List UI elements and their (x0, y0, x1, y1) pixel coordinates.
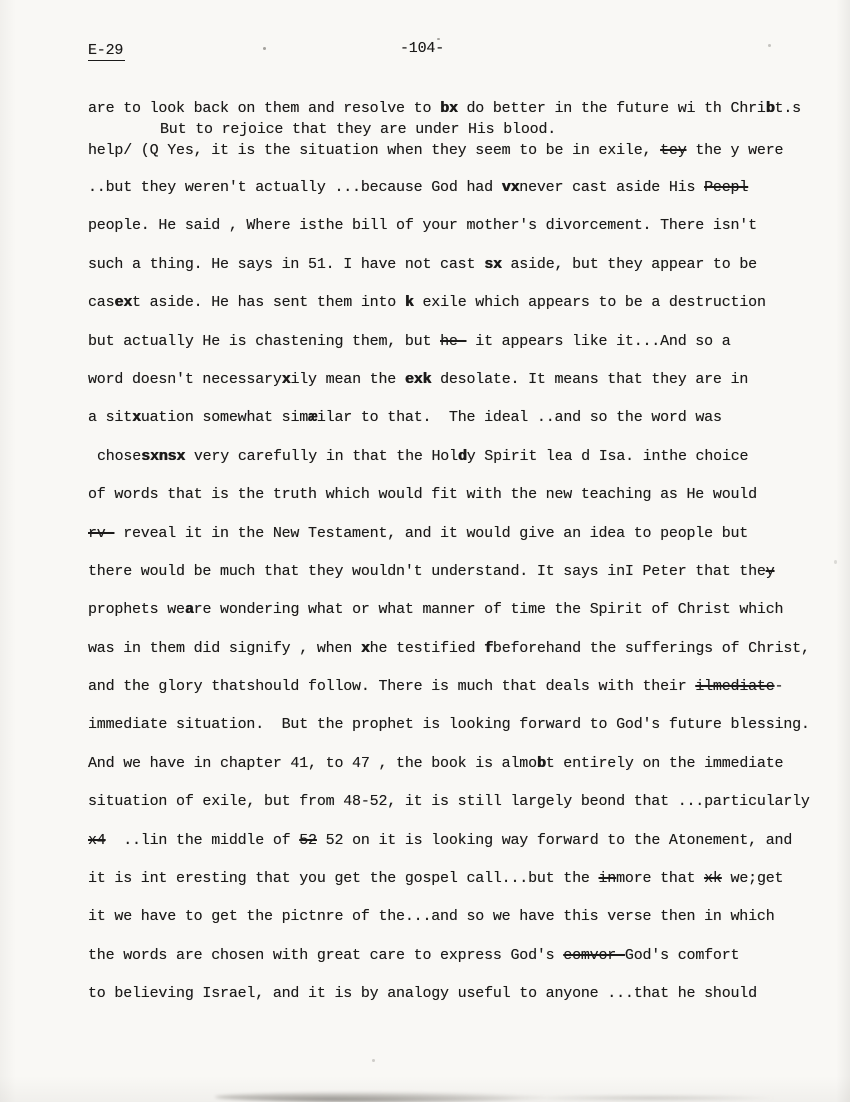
text-segment: But to rejoice that they are under His blood. (160, 121, 557, 138)
text-segment: beforehand the sufferings of Christ, (492, 639, 810, 657)
text-segment: chose (97, 447, 142, 465)
text-line (88, 525, 828, 563)
text-segment: never cast aside His (519, 179, 705, 196)
overtyped-text: ex (114, 294, 133, 312)
text-line (88, 100, 828, 121)
struck-text: x4 (88, 831, 106, 849)
text-segment: t.s (774, 100, 801, 117)
text-segment: desolate. It means that they are in (431, 370, 749, 388)
text-line (88, 793, 828, 831)
text-segment: And we have in chapter 41, to 47 , the book is almo (88, 754, 537, 772)
text-body (88, 100, 828, 1024)
text-line (88, 142, 828, 163)
text-segment: y Spirit lea d Isa. inthe choice (466, 447, 749, 465)
overtyped-text: x (281, 370, 291, 388)
text-segment: cas (88, 294, 115, 312)
text-segment: uation somewhat sim (140, 409, 309, 427)
text-segment: aside, but they appear to be (501, 255, 757, 273)
overtyped-text: d (457, 447, 467, 465)
struck-text: eomvor- (563, 946, 625, 964)
text-line (88, 755, 828, 793)
text-line (88, 217, 828, 255)
text-line (88, 294, 828, 332)
overtyped-text: a (184, 601, 194, 619)
text-line (88, 832, 828, 870)
scan-speck (372, 1059, 375, 1062)
struck-text: 52 (299, 831, 317, 849)
struck-text: in (598, 870, 617, 888)
text-line (88, 870, 828, 908)
text-line (88, 947, 828, 985)
overtyped-text: k (404, 294, 414, 312)
text-segment: and the glory thatshould follow. There is much that deals with their (88, 678, 696, 696)
text-segment: people. He said , Where isthe bill of your mother's divorcement. There isn't (88, 217, 757, 235)
text-line (88, 908, 828, 946)
text-segment: it is int eresting that you get the gospel call...but the (88, 870, 599, 888)
text-segment: the words are chosen with great care to express God's (88, 946, 564, 964)
text-segment: t entirely on the immediate (545, 754, 784, 772)
text-segment: situation of exile, but from 48-52, it is still largely beond that ...particularly (88, 793, 810, 811)
text-segment: a sit (88, 409, 133, 427)
text-segment: ..but they weren't actually ...because God had (88, 179, 502, 196)
overtyped-text: bx (440, 100, 458, 117)
overtyped-text: f (484, 639, 493, 657)
text-line (88, 985, 828, 1023)
text-line (88, 448, 828, 486)
text-segment: of words that is the truth which would fit with the new teaching as He would (88, 486, 757, 504)
overtyped-text: exk (404, 370, 432, 388)
page-header (88, 42, 810, 64)
text-segment: immediate situation. But the prophet is looking forward to God's future blessing. (88, 716, 810, 734)
text-segment: word doesn't necessary (88, 370, 282, 388)
scan-smudge (520, 1095, 780, 1101)
overtyped-text: x (360, 639, 370, 657)
text-segment: t aside. He has sent them into (132, 294, 405, 312)
text-segment: to believing Israel, and it is by analogy useful to anyone ...that he should (88, 985, 757, 1003)
text-segment: we;get (721, 870, 784, 888)
struck-text: he- (440, 332, 467, 350)
text-segment: it we have to get the pictnre of the...and so we have this verse then in which (88, 908, 775, 926)
text-segment: ily mean the (290, 370, 405, 388)
text-segment: it appears like it...And so a (466, 332, 731, 350)
text-line (88, 256, 828, 294)
text-line (88, 121, 828, 142)
text-segment: exile which appears to be a destruction (413, 294, 766, 312)
text-line (88, 179, 828, 217)
text-segment: ilar to that. The ideal ..and so the word was (316, 409, 722, 427)
struck-text: Peepl (704, 179, 749, 196)
document-code: E-29 (88, 42, 124, 59)
text-segment: reveal it in the New Testament, and it would give an idea to people but (114, 524, 749, 542)
text-line (88, 409, 828, 447)
struck-text: rv- (88, 524, 115, 542)
struck-text: xk (704, 870, 722, 888)
text-segment: do better in the future wi th Chri (457, 100, 766, 117)
overtyped-text: sxnsx (141, 447, 186, 465)
text-segment: there would be much that they wouldn't understand. It says inI Peter that the (88, 562, 766, 580)
text-segment: help/ (Q Yes, it is the situation when they seem to be in exile, (88, 142, 661, 159)
text-segment: re wondering what or what manner of time the Spirit of Christ which (193, 601, 784, 619)
overtyped-text: vx (501, 179, 520, 196)
page-number: -104- (400, 40, 445, 57)
text-segment: more that (616, 870, 705, 888)
text-segment: the y were (686, 142, 784, 159)
scan-speck (437, 38, 440, 40)
text-line (88, 333, 828, 371)
text-segment: he testified (369, 639, 485, 657)
overtyped-text: sx (484, 255, 502, 273)
text-segment: are to look back on them and resolve to (88, 100, 441, 117)
text-segment: - (774, 678, 784, 696)
struck-text: tey (660, 142, 687, 159)
text-line (88, 716, 828, 754)
overtyped-text: b (765, 100, 775, 117)
overtyped-text: x (132, 409, 141, 427)
text-line (88, 371, 828, 409)
scan-speck (263, 47, 266, 50)
scan-smudge (215, 1092, 545, 1102)
struck-text: ilmediate (695, 678, 775, 696)
overtyped-text: b (536, 754, 546, 772)
text-line (88, 486, 828, 524)
text-line (88, 640, 828, 678)
text-segment: but actually He is chastening them, but (88, 332, 441, 350)
struck-text: y (765, 562, 775, 580)
text-segment: very carefully in that the Hol (185, 447, 458, 465)
scan-speck (768, 44, 771, 47)
text-segment: was in them did signify , when (88, 639, 361, 657)
text-segment: prophets we (88, 601, 185, 619)
text-segment: such a thing. He says in 51. I have not cast (88, 255, 485, 273)
text-segment: God's comfort (624, 946, 740, 964)
text-line (88, 678, 828, 716)
text-segment: ..lin the middle of (105, 831, 300, 849)
text-line (88, 601, 828, 639)
text-segment: 52 on it is looking way forward to the Atonement, and (316, 831, 793, 849)
scan-speck (834, 560, 837, 564)
overtyped-text: æ (308, 409, 317, 427)
text-line (88, 563, 828, 601)
